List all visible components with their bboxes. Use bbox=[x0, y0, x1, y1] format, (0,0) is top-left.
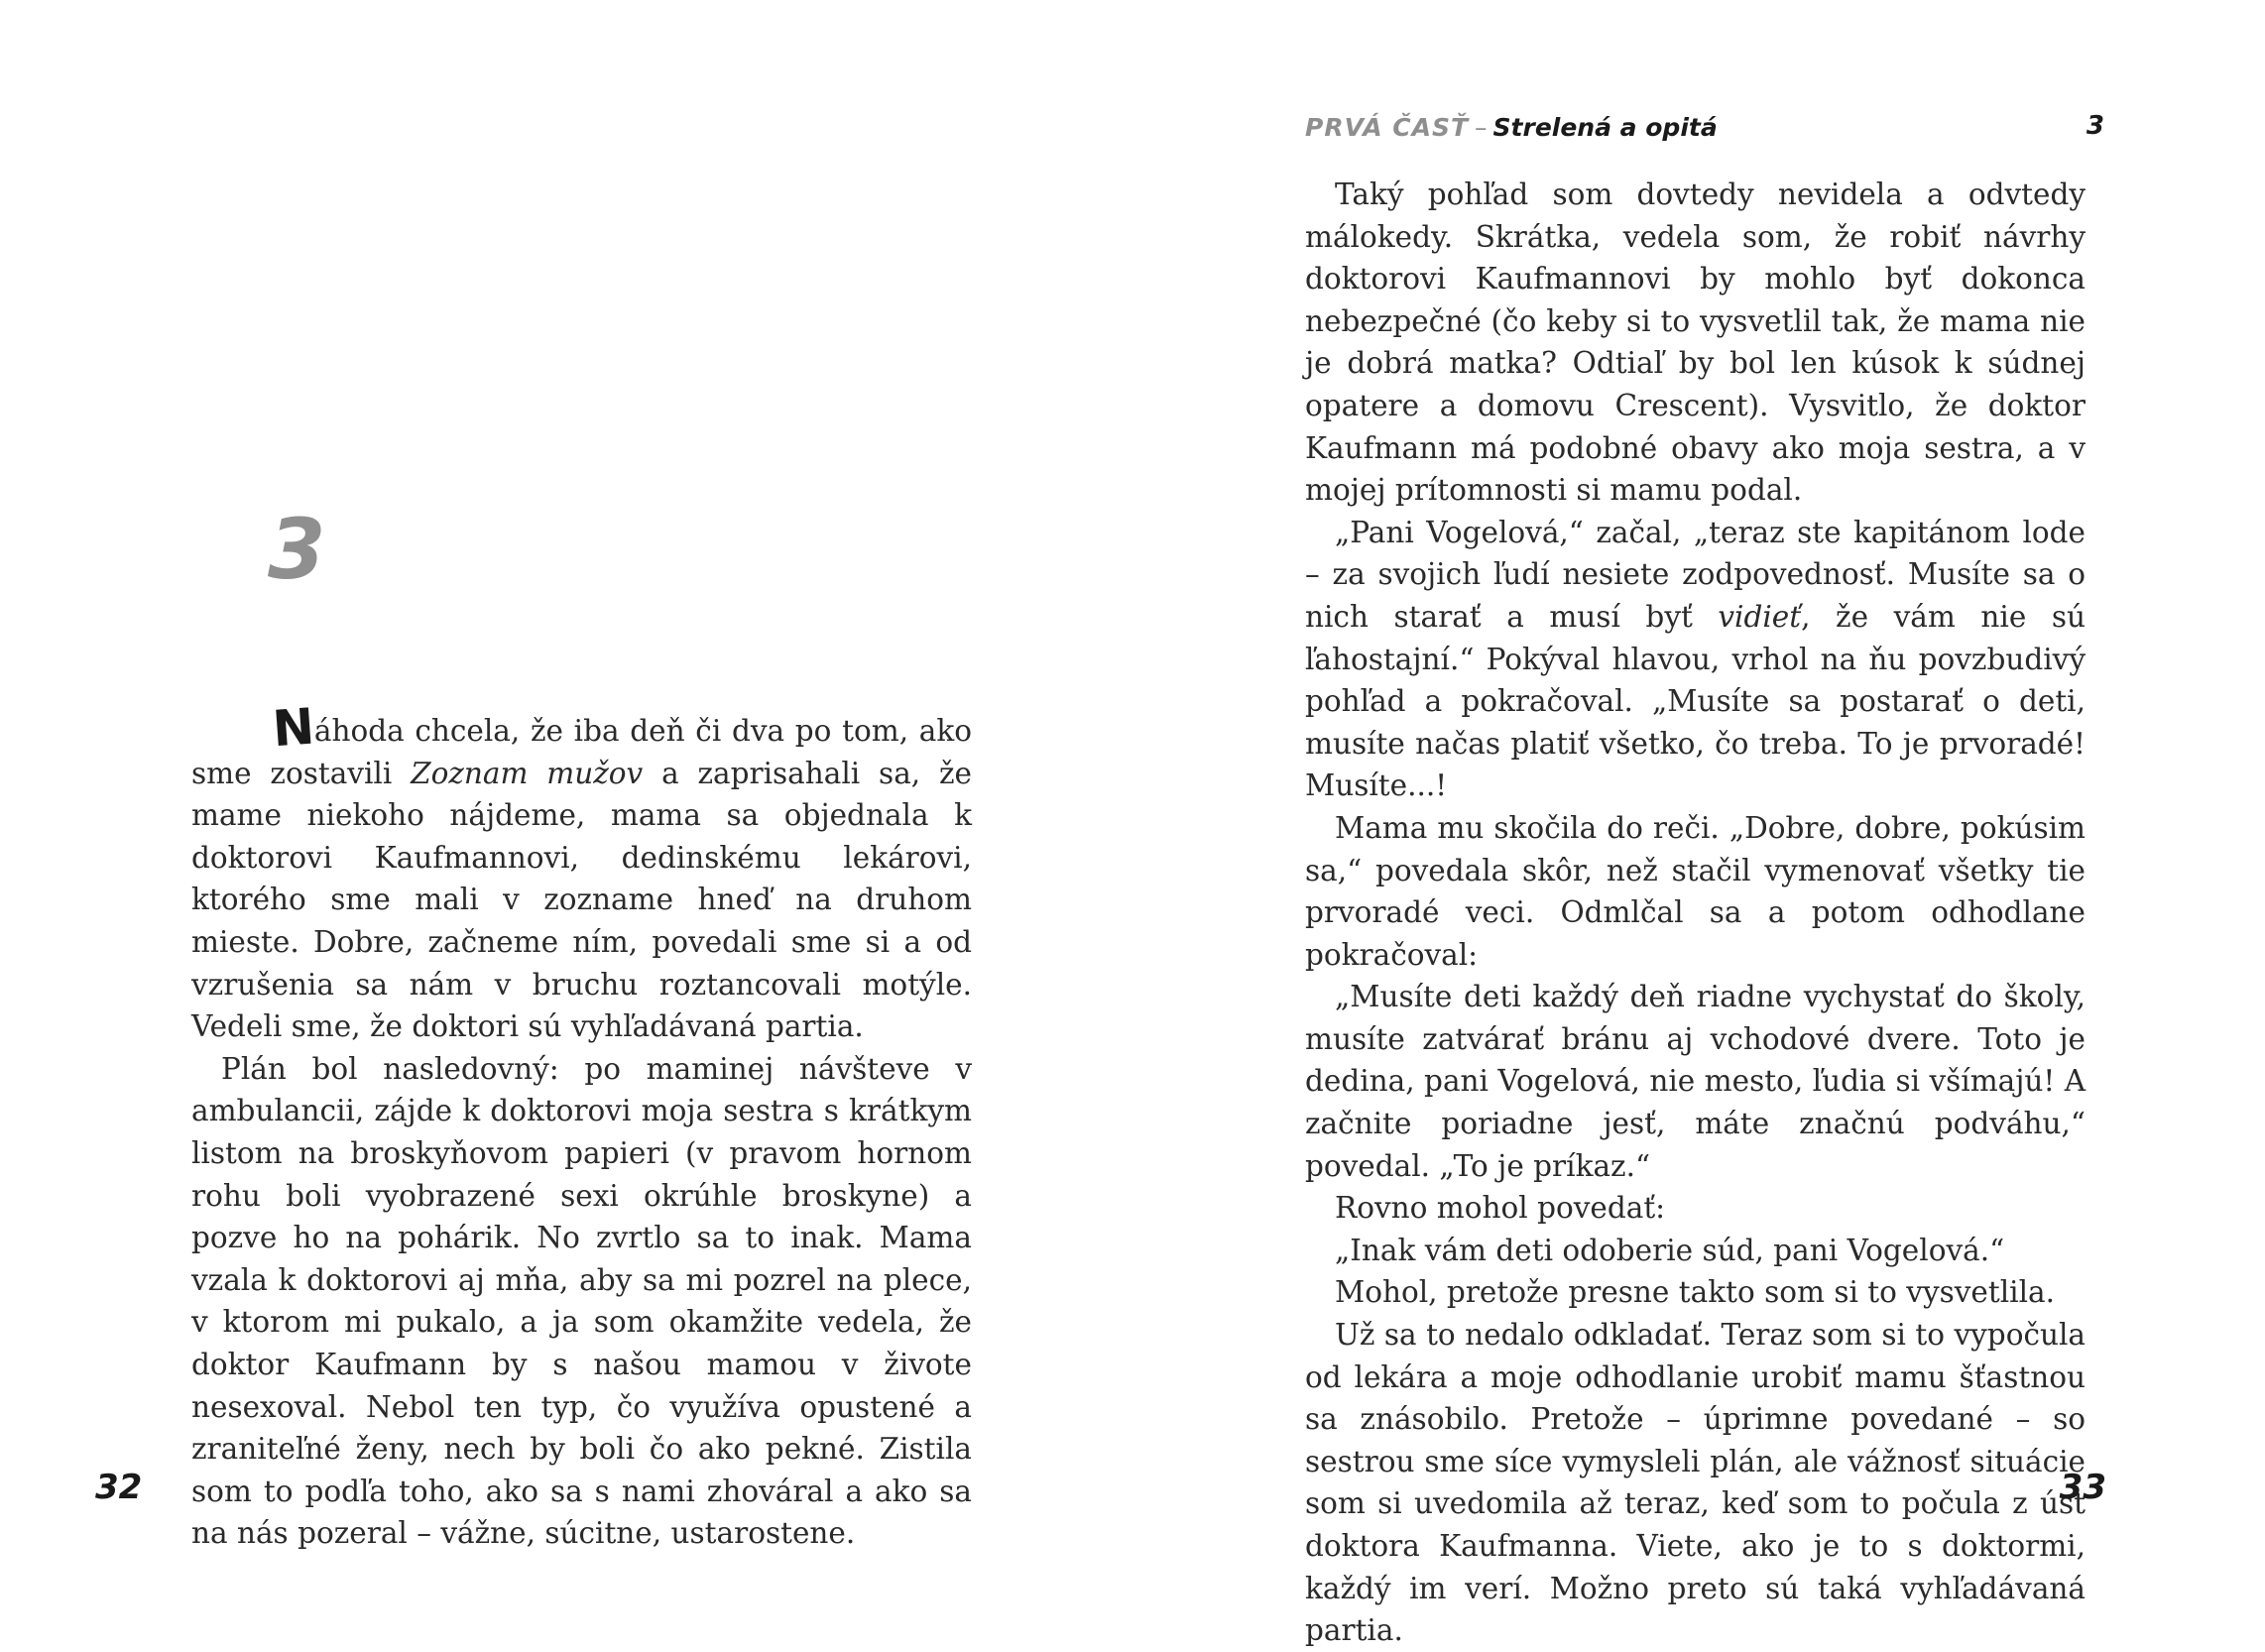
paragraph bbox=[1305, 1187, 2086, 1230]
text-segment: , že vám nie sú ľahostajní.“ Pokýval hlavou, vrhol na ňu povzbudivý pohľad a pokračoval. „Musíte sa postarať o deti, musíte načas platiť všetko, čo treba. To je prvoradé! Musíte...! bbox=[1305, 599, 2086, 803]
paragraph bbox=[191, 699, 972, 1048]
text-segment: „Musíte deti každý deň riadne vychystať do školy, musíte zatvárať bránu aj vchodové dvere. Toto je dedina, pani Vogelová, nie mesto, ľudia si všímajú! A začnite poriadne jesť, máte značnú podváhu,“ povedal. „To je príkaz.“ bbox=[1305, 980, 2086, 1183]
left-page bbox=[0, 0, 1132, 1601]
text-segment: Mohol, pretože presne takto som si to vysvetlila. bbox=[1335, 1275, 2055, 1310]
italic-text: Zoznam mužov bbox=[411, 756, 644, 790]
header-part: PRVÁ ČASŤ bbox=[1305, 113, 1470, 142]
page-number-right: 33 bbox=[2059, 1468, 2106, 1507]
right-page bbox=[1132, 0, 2265, 1648]
paragraph bbox=[1305, 1271, 2086, 1314]
paragraph bbox=[1305, 174, 2086, 512]
running-header bbox=[1305, 113, 1718, 143]
text-segment: „Inak vám deti odoberie súd, pani Vogelová.“ bbox=[1335, 1233, 2005, 1267]
drop-initial: N bbox=[271, 697, 316, 759]
paragraph bbox=[1305, 1230, 2086, 1272]
header-chapter-number: 3 bbox=[2086, 111, 2104, 141]
left-body-text bbox=[191, 699, 972, 1555]
paragraph bbox=[1305, 512, 2086, 807]
text-segment: áhoda chcela, že iba deň či dva po tom, ako sme zostavili bbox=[191, 714, 972, 790]
text-segment: Už sa to nedalo odkladať. Teraz som si to vypočula od lekára a moje odhodlanie urobiť mamu šťastnou sa znásobilo. Pretože – úprimne povedané – so sestrou sme síce vymysleli plán, ale vážnosť situácie som si uvedomila až teraz, keď som to počula z úst doktora Kaufmanna. Viete, ako je to s doktormi, každý im verí. Možno preto sú taká vyhľadávaná partia. bbox=[1305, 1318, 2086, 1648]
text-segment: Rovno mohol povedať: bbox=[1335, 1191, 1666, 1226]
chapter-number: 3 bbox=[268, 501, 326, 598]
header-title: Strelená a opitá bbox=[1492, 113, 1718, 142]
header-separator: – bbox=[1475, 113, 1488, 142]
text-segment: Plán bol nasledovný: po maminej návšteve v ambulancii, zájde k doktorovi moja sestra s krátkym listom na broskyňovom papieri (v pravom hornom rohu boli vyobrazené sexi okrúhle broskyne) a pozve ho na pohárik. No zvrtlo sa to inak. Mama vzala k doktorovi aj mňa, aby sa mi pozrel na plece, v ktorom mi pukalo, a ja som okamžite vedela, že doktor Kaufmann by s našou mamou v živote nesexoval. Nebol ten typ, čo využíva opustené a zraniteľné ženy, nech by boli čo ako pekné. Zistila som to podľa toho, ako sa s nami zhováral a ako sa na nás pozeral – vážne, súcitne, ustarostene. bbox=[191, 1051, 972, 1551]
paragraph bbox=[191, 1048, 972, 1555]
right-body-text bbox=[1305, 174, 2086, 1652]
text-segment: „Pani Vogelová,“ začal, „teraz ste kapitánom lode – za svojich ľudí nesiete zodpovednosť. Musíte sa o nich starať a musí byť bbox=[1305, 515, 2086, 634]
text-segment: Mama mu skočila do reči. „Dobre, dobre, pokúsim sa,“ povedala skôr, než stačil vymenovať všetky tie prvoradé veci. Odmlčal sa a potom odhodlane pokračoval: bbox=[1305, 810, 2086, 972]
text-segment: a zaprisahali sa, že mame niekoho nájdeme, mama sa objednala k doktorovi Kaufmannovi, dedinskému lekárovi, ktorého sme mali v zozname hneď na druhom mieste. Dobre, začneme ním, povedali sme si a od vzrušenia sa nám v bruchu roztancovali motýle. Vedeli sme, že doktori sú vyhľadávaná partia. bbox=[191, 756, 972, 1044]
text-segment: Taký pohľad som dovtedy nevidela a odvtedy málokedy. Skrátka, vedela som, že robiť návrhy doktorovi Kaufmannovi by mohlo byť dokonca nebezpečné (čo keby si to vysvetlil tak, že mama nie je dobrá matka? Odtiaľ by bol len kúsok k súdnej opatere a domovu Crescent). Vysvitlo, že doktor Kaufmann má podobné obavy ako moja sestra, a v mojej prítomnosti si mamu podal. bbox=[1305, 177, 2086, 508]
paragraph bbox=[1305, 976, 2086, 1187]
paragraph bbox=[1305, 807, 2086, 976]
page-number-left: 32 bbox=[95, 1468, 143, 1507]
italic-text: vidieť bbox=[1718, 599, 1802, 634]
